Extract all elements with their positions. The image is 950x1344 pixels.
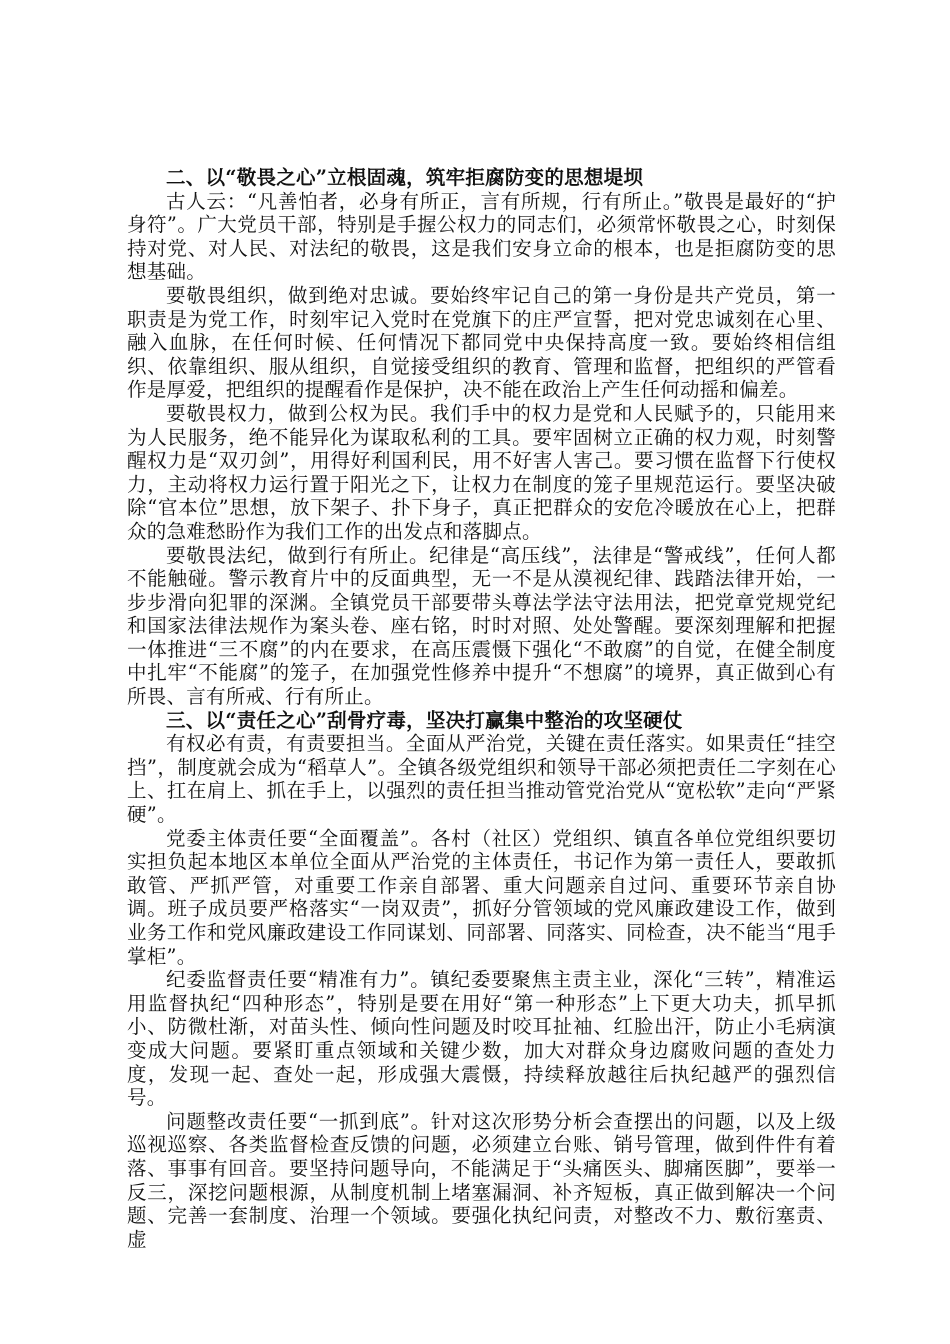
section-heading: 三、以“责任之心”刮骨疗毒，坚决打赢集中整治的攻坚硬仗 bbox=[166, 708, 683, 732]
paragraph: 要敬畏组织，做到绝对忠诚。要始终牢记自己的第一身份是共产党员，第一职责是为党工作，时刻牢记入党时在党旗下的庄严宣誓，把对党忠诚刻在心里、融入血脉，在任何时候、任何情况下都同党中央保持高度一致。要始终相信组织、依靠组织、服从组织，自觉接受组织的教育、管理和监督，把组织的严管看作是厚爱，把组织的提醒看作是保护，决不能在政治上产生任何动摇和偏差。 bbox=[127, 283, 836, 402]
paragraph: 古人云：“凡善怕者，必身有所正，言有所规，行有所止。”敬畏是最好的“护身符”。广大党员干部，特别是手握公权力的同志们，必须常怀敬畏之心，时刻保持对党、对人民、对法纪的敬畏，这是我们安身立命的根本，也是拒腐防变的思想基础。 bbox=[127, 189, 836, 284]
section-heading: 二、以“敬畏之心”立根固魂，筑牢拒腐防变的思想堤坝 bbox=[166, 166, 644, 189]
paragraph: 有权必有责，有责要担当。全面从严治党，关键在责任落实。如果责任“挂空挡”，制度就会成为“稻草人”。全镇各级党组织和领导干部必须把责任二字刻在心上、扛在肩上、抓在手上，以强烈的责任担当推动管党治党从“宽松软”走向“严紧硬”。 bbox=[127, 732, 836, 827]
paragraph: 纪委监督责任要“精准有力”。镇纪委要聚焦主责主业，深化“三转”，精准运用监督执纪“四种形态”，特别是要在用好“第一种形态”上下更大功夫，抓早抓小、防微杜渐，对苗头性、倾向性问题及时咬耳扯袖、红脸出汗，防止小毛病演变成大问题。要紧盯重点领域和关键少数，加大对群众身边腐败问题的查处力度，发现一起、查处一起，形成强大震慑，持续释放越往后执纪越严的强烈信号。 bbox=[127, 968, 836, 1110]
paragraph: 要敬畏法纪，做到行有所止。纪律是“高压线”，法律是“警戒线”，任何人都不能触碰。警示教育片中的反面典型，无一不是从漠视纪律、践踏法律开始，一步步滑向犯罪的深渊。全镇党员干部要带头尊法学法守法用法，把党章党规党纪和国家法律法规作为案头卷、座右铭，时时对照、处处警醒。要深刻理解和把握一体推进“三不腐”的内在要求，在高压震慑下强化“不敢腐”的自觉，在健全制度中扎牢“不能腐”的笼子，在加强党性修养中提升“不想腐”的境界，真正做到心有所畏、言有所戒、行有所止。 bbox=[127, 543, 836, 709]
paragraph: 要敬畏权力，做到公权为民。我们手中的权力是党和人民赋予的，只能用来为人民服务，绝不能异化为谋取私利的工具。要牢固树立正确的权力观，时刻警醒权力是“双刃剑”，用得好利国利民，用不好害人害己。要习惯在监督下行使权力，主动将权力运行置于阳光之下，让权力在制度的笼子里规范运行。要坚决破除“官本位”思想，放下架子、扑下身子，真正把群众的安危冷暖放在心上，把群众的急难愁盼作为我们工作的出发点和落脚点。 bbox=[127, 401, 836, 543]
paragraph: 问题整改责任要“一抓到底”。针对这次形势分析会查摆出的问题，以及上级巡视巡察、各类监督检查反馈的问题，必须建立台账、销号管理，做到件件有着落、事事有回音。要坚持问题导向，不能满足于“头痛医头、脚痛医脚”，要举一反三，深挖问题根源，从制度机制上堵塞漏洞、补齐短板，真正做到解决一个问题、完善一套制度、治理一个领域。要强化执纪问责，对整改不力、敷衍塞责、虚 bbox=[127, 1109, 836, 1251]
paragraph: 党委主体责任要“全面覆盖”。各村（社区）党组织、镇直各单位党组织要切实担负起本地区本单位全面从严治党的主体责任，书记作为第一责任人，要敢抓敢管、严抓严管，对重要工作亲自部署、重大问题亲自过问、重要环节亲自协调。班子成员要严格落实“一岗双责”，抓好分管领域的党风廉政建设工作，做到业务工作和党风廉政建设工作同谋划、同部署、同落实、同检查，决不能当“甩手掌柜”。 bbox=[127, 826, 836, 968]
